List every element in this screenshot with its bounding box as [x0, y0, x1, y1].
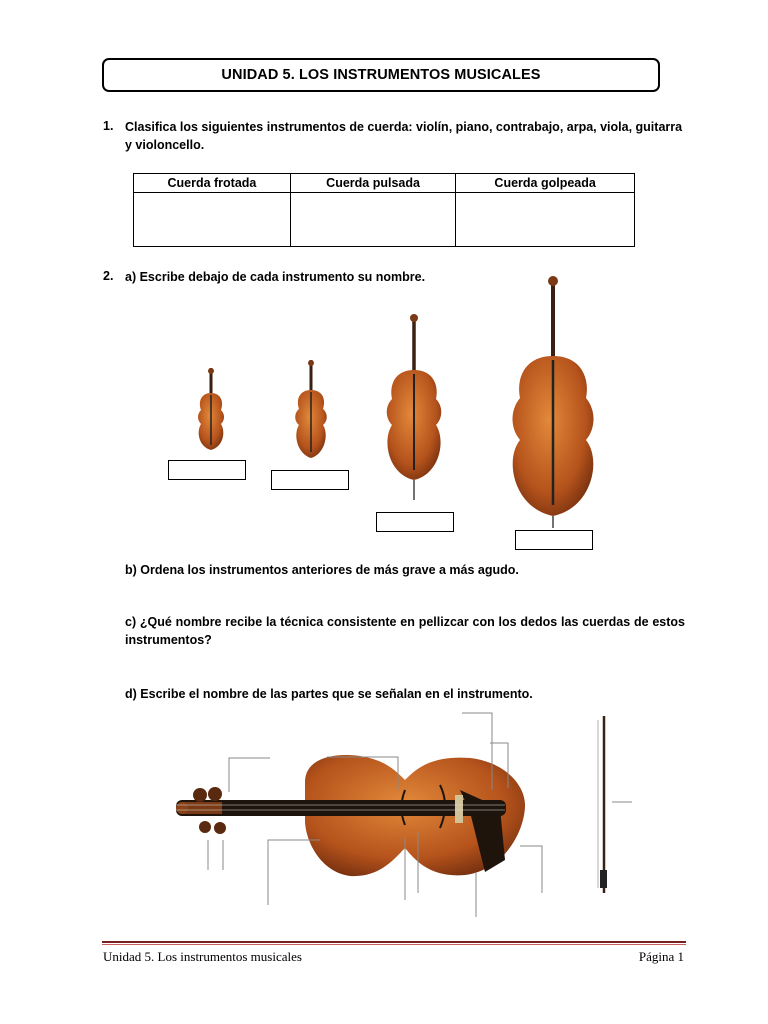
question-2c-text: ¿Qué nombre recibe la técnica consistente en pellizcar con los dedos las cuerdas de estos instrumentos? — [125, 615, 685, 647]
bow-image — [598, 716, 607, 893]
answer-box-double-bass[interactable] — [515, 530, 593, 550]
cello-image — [387, 314, 442, 500]
footer-rule — [102, 941, 686, 943]
table-header-golpeada: Cuerda golpeada — [456, 174, 635, 193]
question-2b — [125, 561, 519, 579]
violin-image — [198, 368, 224, 450]
table-header-pulsada: Cuerda pulsada — [290, 174, 455, 193]
answer-box-viola[interactable] — [271, 470, 349, 490]
table-header-frotada: Cuerda frotada — [134, 174, 291, 193]
question-2b-letter: b) — [125, 563, 137, 577]
question-2c — [125, 613, 685, 649]
answer-box-violin[interactable] — [168, 460, 246, 480]
question-2a-letter: a) — [125, 270, 137, 284]
question-2-number: 2. — [103, 269, 114, 283]
question-2d-letter: d) — [125, 687, 137, 701]
footer-unit-title: Unidad 5. Los instrumentos musicales — [103, 949, 302, 964]
page-title: UNIDAD 5. LOS INSTRUMENTOS MUSICALES — [102, 58, 660, 92]
question-2d — [125, 685, 533, 703]
question-1-number: 1. — [103, 119, 114, 133]
violin-detail-image — [176, 755, 525, 876]
answer-box-cello[interactable] — [376, 512, 454, 532]
question-2d-text: Escribe el nombre de las partes que se señalan en el instrumento. — [136, 687, 533, 701]
footer-page-number: Página 1 — [638, 949, 684, 964]
question-2c-letter: c) — [125, 615, 137, 629]
viola-image — [295, 360, 327, 458]
question-2b-text: Ordena los instrumentos anteriores de más grave a más agudo. — [136, 563, 519, 577]
double-bass-image — [513, 276, 594, 528]
footer-rule-thin — [102, 944, 686, 945]
question-1-text: Clasifica los siguientes instrumentos de cuerda: violín, piano, contrabajo, arpa, viola, guitarra y violoncello. — [125, 120, 683, 152]
question-2a-text: Escribe debajo de cada instrumento su nombre. — [136, 270, 426, 284]
